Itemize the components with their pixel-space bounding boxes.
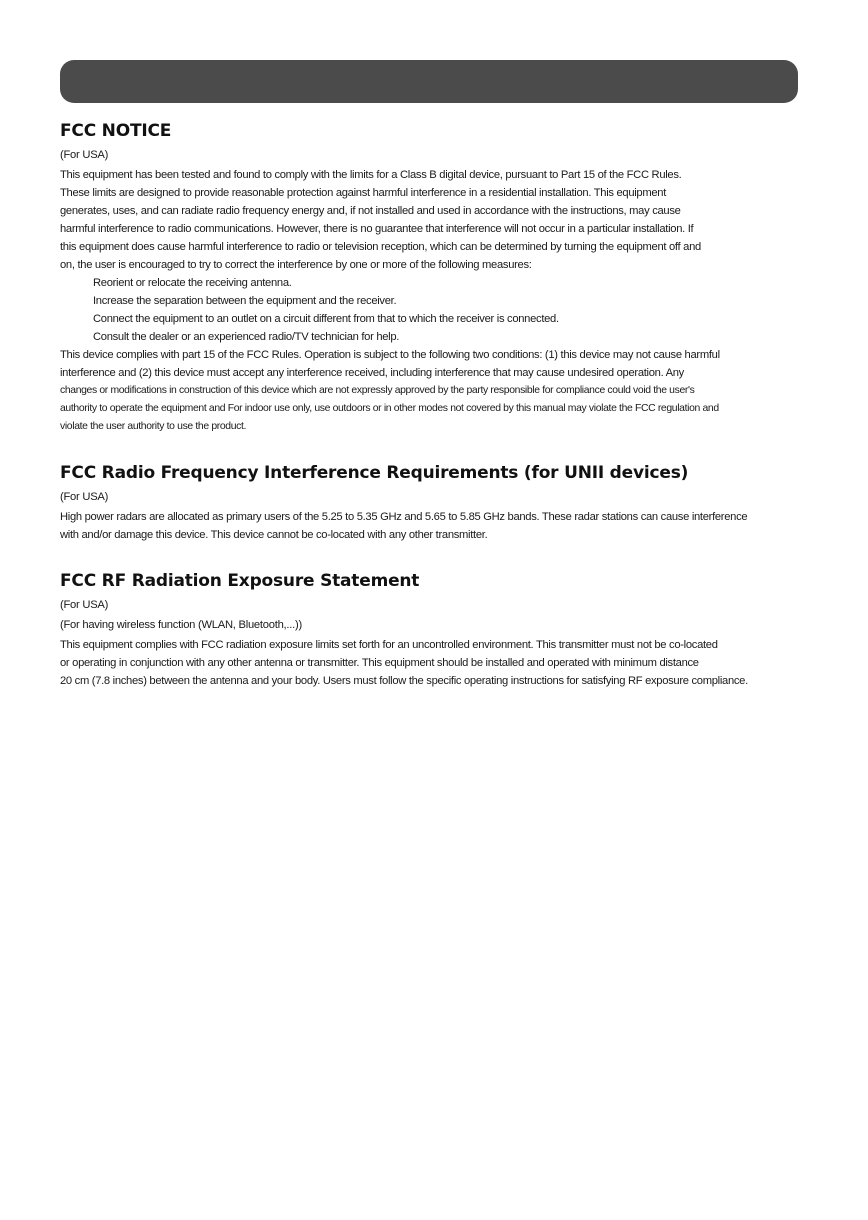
paragraph-line: or operating in conjunction with any other antenna or transmitter. This equipment should be installed and operated with minimum distance — [60, 657, 699, 669]
paragraph-line: on, the user is encouraged to try to correct the interference by one or more of the following measures: — [60, 259, 532, 271]
paragraph-line: This equipment has been tested and found to comply with the limits for a Class B digital device, pursuant to Part 15 of the FCC Rules. — [60, 169, 682, 181]
rf-exposure-region: (For USA) — [60, 599, 109, 611]
paragraph-line: this equipment does cause harmful interference to radio or television reception, which can be determined by turning the equipment off and — [60, 241, 701, 253]
fcc-notice-intro — [60, 166, 788, 274]
measure-item: Reorient or relocate the receiving antenna. — [93, 277, 292, 289]
measures-list — [60, 274, 788, 346]
rf-exposure-title: FCC RF Radiation Exposure Statement — [60, 571, 420, 591]
header-bar — [60, 60, 798, 103]
unii-title: FCC Radio Frequency Interference Requirements (for UNII devices) — [60, 463, 689, 483]
measure-item: Increase the separation between the equipment and the receiver. — [93, 295, 397, 307]
unii-section — [60, 462, 788, 544]
paragraph-line: authority to operate the equipment and For indoor use only, use outdoors or in other modes not covered by this manual may violate the FCC regulation and — [60, 403, 719, 414]
measure-item: Consult the dealer or an experienced radio/TV technician for help. — [93, 331, 400, 343]
rf-exposure-subnote: (For having wireless function (WLAN, Bluetooth,...)) — [60, 619, 302, 631]
unii-body — [60, 508, 788, 544]
paragraph-line: generates, uses, and can radiate radio frequency energy and, if not installed and used in accordance with the instructions, may cause — [60, 205, 681, 217]
paragraph-line: This device complies with part 15 of the FCC Rules. Operation is subject to the following two conditions: (1) this device may not cause harmful — [60, 349, 720, 361]
paragraph-line: These limits are designed to provide reasonable protection against harmful interference in a residential installation. This equipment — [60, 187, 667, 199]
rf-exposure-body — [60, 636, 788, 690]
rf-exposure-section — [60, 570, 788, 690]
paragraph-line: interference and (2) this device must accept any interference received, including interference that may cause undesired operation. Any — [60, 367, 684, 379]
paragraph-line: 20 cm (7.8 inches) between the antenna and your body. Users must follow the specific operating instructions for satisfying RF exposure compliance. — [60, 675, 748, 687]
fcc-notice-region: (For USA) — [60, 149, 109, 161]
paragraph-line: violate the user authority to use the product. — [60, 421, 247, 432]
fcc-notice-section — [60, 120, 788, 436]
measure-item: Connect the equipment to an outlet on a circuit different from that to which the receiver is connected. — [93, 313, 559, 325]
fcc-notice-title: FCC NOTICE — [60, 121, 172, 141]
paragraph-line: This equipment complies with FCC radiation exposure limits set forth for an uncontrolled environment. This transmitter must not be co-located — [60, 639, 718, 651]
paragraph-line: with and/or damage this device. This device cannot be co-located with any other transmitter. — [60, 529, 488, 541]
fcc-notice-compliance — [60, 346, 788, 436]
document-content — [60, 120, 788, 690]
paragraph-line: changes or modifications in construction of this device which are not expressly approved by the party responsible for compliance could void the user's — [60, 385, 695, 396]
paragraph-line: High power radars are allocated as primary users of the 5.25 to 5.35 GHz and 5.65 to 5.85 GHz bands. These radar stations can cause interference — [60, 511, 748, 523]
paragraph-line: harmful interference to radio communications. However, there is no guarantee that interference will not occur in a particular installation. If — [60, 223, 694, 235]
unii-region: (For USA) — [60, 491, 109, 503]
